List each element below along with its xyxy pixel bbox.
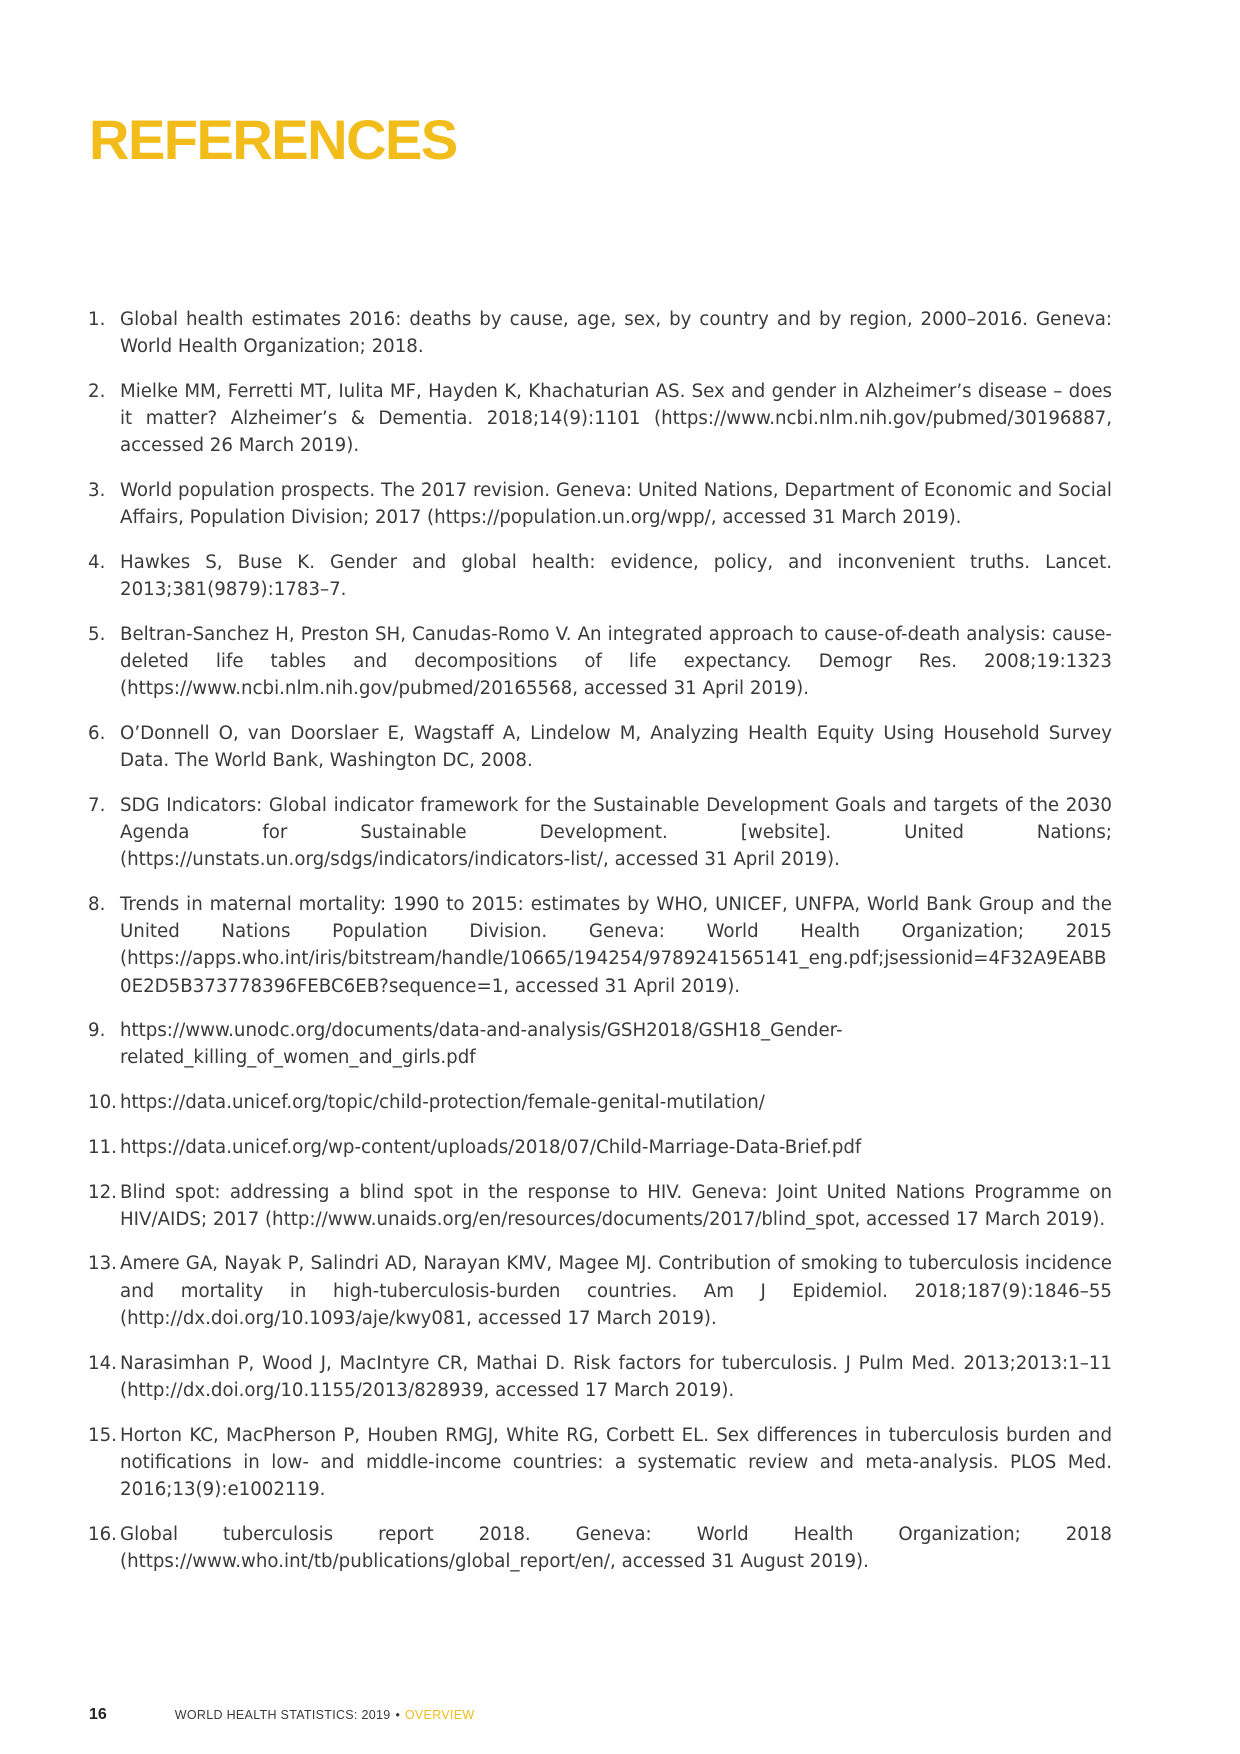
reference-item-10 xyxy=(88,1089,1112,1116)
reference-number: 16. xyxy=(88,1523,117,1545)
reference-number: 4. xyxy=(88,551,106,573)
reference-text: Trends in maternal mortality: 1990 to 2015: estimates by WHO, UNICEF, UNFPA, World Bank Group and the United Nations Population Division. Geneva: World Health Organization; 2015 (https://apps.who.int/iris/bitstream/handle/10665/194254/9789241565141_eng.pdf;jsessionid=4F32A9EABB0E2D5B373778396FEBC6EB?sequence=1, accessed 31 April 2019). xyxy=(120,893,1112,997)
reference-number: 9. xyxy=(88,1020,106,1042)
reference-text: Global health estimates 2016: deaths by cause, age, sex, by country and by region, 2000–2016. Geneva: World Health Organization; 2018. xyxy=(120,309,1112,358)
reference-item-1 xyxy=(88,306,1112,360)
reference-text: https://www.unodc.org/documents/data-and-analysis/GSH2018/GSH18_Gender-related_killing_of_women_and_girls.pdf xyxy=(120,1020,843,1069)
reference-item-2 xyxy=(88,378,1112,460)
reference-number: 13. xyxy=(88,1253,117,1275)
reference-item-7 xyxy=(88,792,1112,874)
reference-text: Hawkes S, Buse K. Gender and global health: evidence, policy, and inconvenient truths. Lancet. 2013;381(9879):1783–7. xyxy=(120,551,1112,601)
reference-text: Global tuberculosis report 2018. Geneva: World Health Organization; 2018 (https://www.who.int/tb/publications/global_report/en/, accessed 31 August 2019). xyxy=(120,1523,1112,1572)
page-number: 16 xyxy=(89,1706,107,1723)
footer-bullet: • xyxy=(395,1708,400,1722)
reference-number: 6. xyxy=(88,722,106,744)
reference-number: 5. xyxy=(88,623,106,645)
section-label: OVERVIEW xyxy=(404,1708,475,1722)
reference-number: 3. xyxy=(88,480,106,502)
reference-text: Horton KC, MacPherson P, Houben RMGJ, White RG, Corbett EL. Sex differences in tuberculosis burden and notifications in low- and middle-income countries: a systematic review and meta-analysis. PLOS Med. 2016;13(9):e1002119. xyxy=(120,1424,1112,1500)
reference-text: O’Donnell O, van Doorslaer E, Wagstaff A, Lindelow M, Analyzing Health Equity Using Household Survey Data. The World Bank, Washington DC, 2008. xyxy=(120,722,1112,772)
page-title: REFERENCES xyxy=(89,108,457,171)
reference-text: Mielke MM, Ferretti MT, Iulita MF, Hayden K, Khachaturian AS. Sex and gender in Alzheimer’s disease – does it matter? Alzheimer’s & Dementia. 2018;14(9):1101 (https://www.ncbi.nlm.nih.gov/pubmed/30196887, accessed 26 March 2019). xyxy=(120,380,1112,457)
reference-item-8 xyxy=(88,891,1112,1000)
reference-item-14 xyxy=(88,1350,1112,1404)
reference-list xyxy=(88,306,1112,1593)
reference-number: 12. xyxy=(88,1181,117,1203)
reference-text: Narasimhan P, Wood J, MacIntyre CR, Mathai D. Risk factors for tuberculosis. J Pulm Med. 2013;2013:1–11 (http://dx.doi.org/10.1155/2013/828939, accessed 17 March 2019). xyxy=(120,1352,1112,1401)
reference-text: https://data.unicef.org/topic/child-protection/female-genital-mutilation/ xyxy=(120,1092,765,1114)
publication-title: WORLD HEALTH STATISTICS: 2019 xyxy=(174,1708,391,1722)
reference-number: 10. xyxy=(88,1092,117,1114)
reference-item-4 xyxy=(88,549,1112,603)
reference-number: 1. xyxy=(88,309,106,330)
reference-text: https://data.unicef.org/wp-content/uploads/2018/07/Child-Marriage-Data-Brief.pdf xyxy=(120,1136,862,1158)
reference-number: 8. xyxy=(88,893,106,915)
reference-text: Amere GA, Nayak P, Salindri AD, Narayan KMV, Magee MJ. Contribution of smoking to tuberculosis incidence and mortality in high-tuberculosis-burden countries. Am J Epidemiol. 2018;187(9):1846–55 (http://dx.doi.org/10.1093/aje/kwy081, accessed 17 March 2019). xyxy=(120,1253,1112,1329)
reference-number: 11. xyxy=(88,1136,117,1158)
reference-item-12 xyxy=(88,1179,1112,1233)
reference-number: 14. xyxy=(88,1352,117,1374)
reference-text: World population prospects. The 2017 revision. Geneva: United Nations, Department of Economic and Social Affairs, Population Division; 2017 (https://population.un.org/wpp/, accessed 31 March 2019). xyxy=(120,480,1112,529)
reference-item-5 xyxy=(88,621,1112,703)
reference-item-13 xyxy=(88,1250,1112,1332)
reference-text: SDG Indicators: Global indicator framework for the Sustainable Development Goals and targets of the 2030 Agenda for Sustainable Development. [website]. United Nations; (https://unstats.un.org/sdgs/indicators/indicators-list/, accessed 31 April 2019). xyxy=(120,794,1112,871)
reference-item-16 xyxy=(88,1521,1112,1575)
reference-item-6 xyxy=(88,720,1112,774)
reference-text: Blind spot: addressing a blind spot in the response to HIV. Geneva: Joint United Nations Programme on HIV/AIDS; 2017 (http://www.unaids.org/en/resources/documents/2017/blind_spot, accessed 17 March 2019). xyxy=(120,1181,1112,1230)
page-footer xyxy=(89,1707,474,1723)
reference-number: 2. xyxy=(88,380,106,402)
reference-number: 15. xyxy=(88,1424,117,1446)
reference-item-9 xyxy=(88,1017,1112,1071)
reference-text: Beltran-Sanchez H, Preston SH, Canudas-Romo V. An integrated approach to cause-of-death analysis: cause-deleted life tables and decompositions of life expectancy. Demogr Res. 2008;19:1323 (https://www.ncbi.nlm.nih.gov/pubmed/20165568, accessed 31 April 2019). xyxy=(120,623,1112,700)
reference-item-11 xyxy=(88,1134,1112,1161)
reference-number: 7. xyxy=(88,794,106,816)
reference-item-15 xyxy=(88,1422,1112,1504)
reference-item-3 xyxy=(88,477,1112,531)
